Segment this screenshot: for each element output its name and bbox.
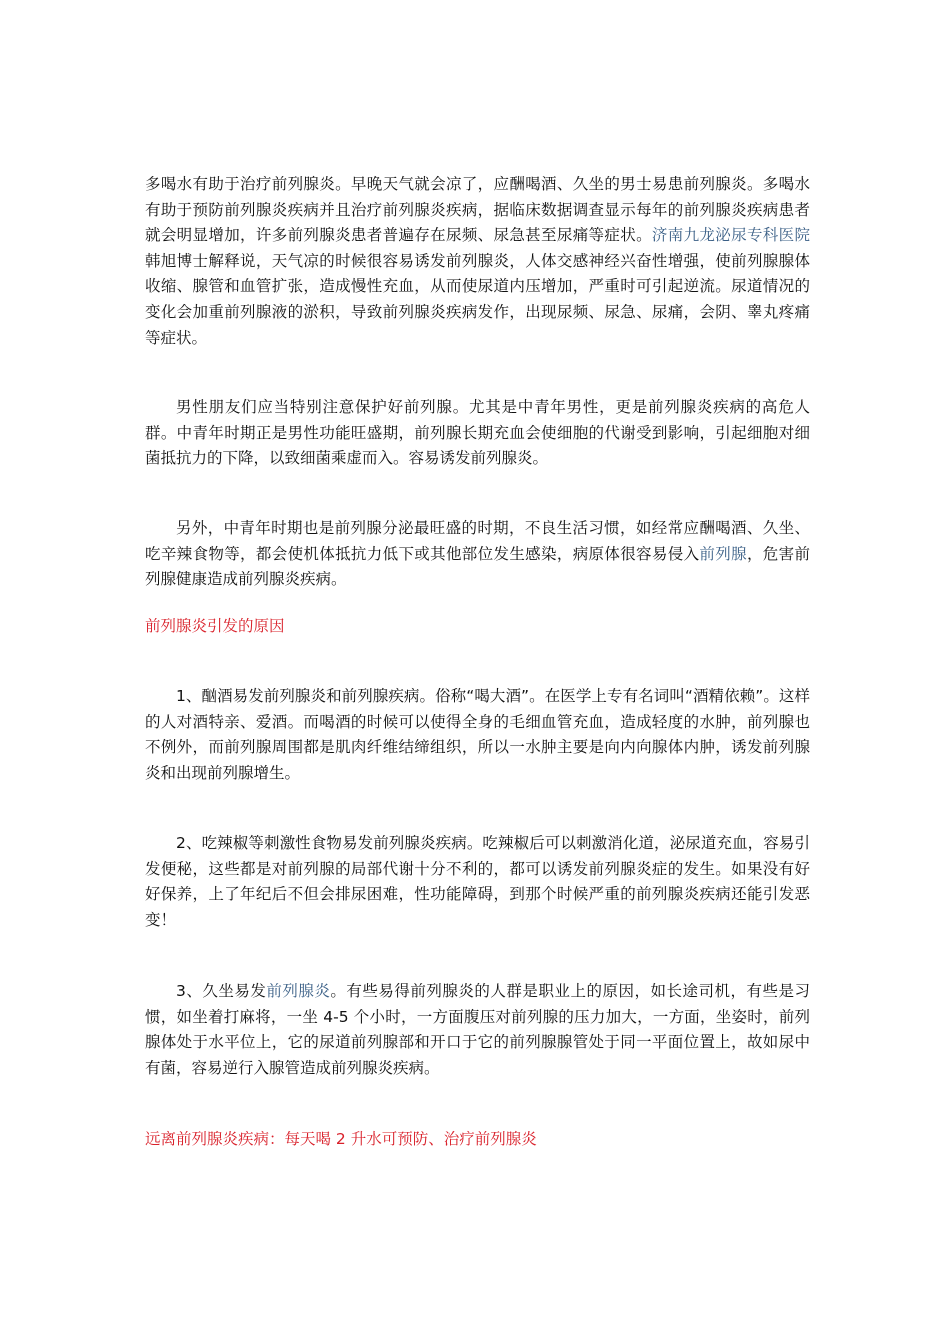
sitting-text-b: 。有些易得前列腺炎的人群是职业上的原因，如长途司机，有些是习惯，如坐着打麻将，一坐 4-5 个小时，一方面腹压对前列腺的压力加大，一方面，坐姿时，前列腺体处于水平位上，它的尿道前列腺部和开口于它的前列腺腺管处于同一平面位置上，故如尿中有菌，容易逆行入腺管造成前列腺炎疾病。 <box>145 982 810 1077</box>
lifestyle-text-b: ，危害前列腺健康造成前列腺炎疾病。 <box>145 544 810 589</box>
prostate-link[interactable]: 前列腺 <box>699 544 747 563</box>
paragraph-lifestyle <box>145 516 810 593</box>
cause-item-spicy-food: 2、吃辣椒等刺激性食物易发前列腺炎疾病。吃辣椒后可以刺激消化道，泌尿道充血，容易引发便秘，这些都是对前列腺的局部代谢十分不利的，都可以诱发前列腺炎症的发生。如果没有好好保养，上了年纪后不但会排尿困难，性功能障碍，到那个时候严重的前列腺炎疾病还能引发恶变！ <box>145 834 810 929</box>
lifestyle-text-a: 另外，中青年时期也是前列腺分泌最旺盛的时期，不良生活习惯，如经常应酬喝酒、久坐、吃辛辣食物等，都会使机体抵抗力低下或其他部位发生感染，病原体很容易侵入 <box>145 519 810 563</box>
cause-item-sitting <box>145 979 810 1081</box>
section-heading-water: 远离前列腺炎疾病：每天喝 2 升水可预防、治疗前列腺炎 <box>145 1130 537 1148</box>
paragraph-intro <box>145 172 810 351</box>
intro-text-b: 韩旭博士解释说，天气凉的时候很容易诱发前列腺炎，人体交感神经兴奋性增强，使前列腺腺体收缩、腺管和血管扩张，造成慢性充血，从而使尿道内压增加，严重时可引起逆流。尿道情况的变化会加重前列腺液的淤积，导致前列腺炎疾病发作，出现尿频、尿急、尿痛，会阴、睾丸疼痛等症状。 <box>145 251 810 347</box>
prostatitis-link[interactable]: 前列腺炎 <box>266 982 331 1000</box>
intro-text-a: 多喝水有助于治疗前列腺炎。早晚天气就会凉了，应酬喝酒、久坐的男士易患前列腺炎。多喝水有助于预防前列腺炎疾病并且治疗前列腺炎疾病，据临床数据调查显示每年的前列腺炎疾病患者就会明显增加，许多前列腺炎患者普遍存在尿频、尿急甚至尿痛等症状。 <box>145 175 810 245</box>
cause-item-alcohol: 1、酗酒易发前列腺炎和前列腺疾病。俗称“喝大酒”。在医学上专有名词叫“酒精依赖”。这样的人对酒特亲、爱酒。而喝酒的时候可以使得全身的毛细血管充血，造成轻度的水肿，前列腺也不例外，而前列腺周围都是肌肉纤维结缔组织，所以一水肿主要是向内向腺体内肿，诱发前列腺炎和出现前列腺增生。 <box>145 687 810 782</box>
paragraph-young-men: 男性朋友们应当特别注意保护好前列腺。尤其是中青年男性，更是前列腺炎疾病的高危人群。中青年时期正是男性功能旺盛期，前列腺长期充血会使细胞的代谢受到影响，引起细胞对细菌抵抗力的下降，以致细菌乘虚而入。容易诱发前列腺炎。 <box>145 398 810 468</box>
hospital-link[interactable]: 济南九龙泌尿专科医院 <box>651 226 810 245</box>
section-heading-causes: 前列腺炎引发的原因 <box>145 617 285 635</box>
sitting-text-a: 3、久坐易发 <box>176 982 267 1000</box>
